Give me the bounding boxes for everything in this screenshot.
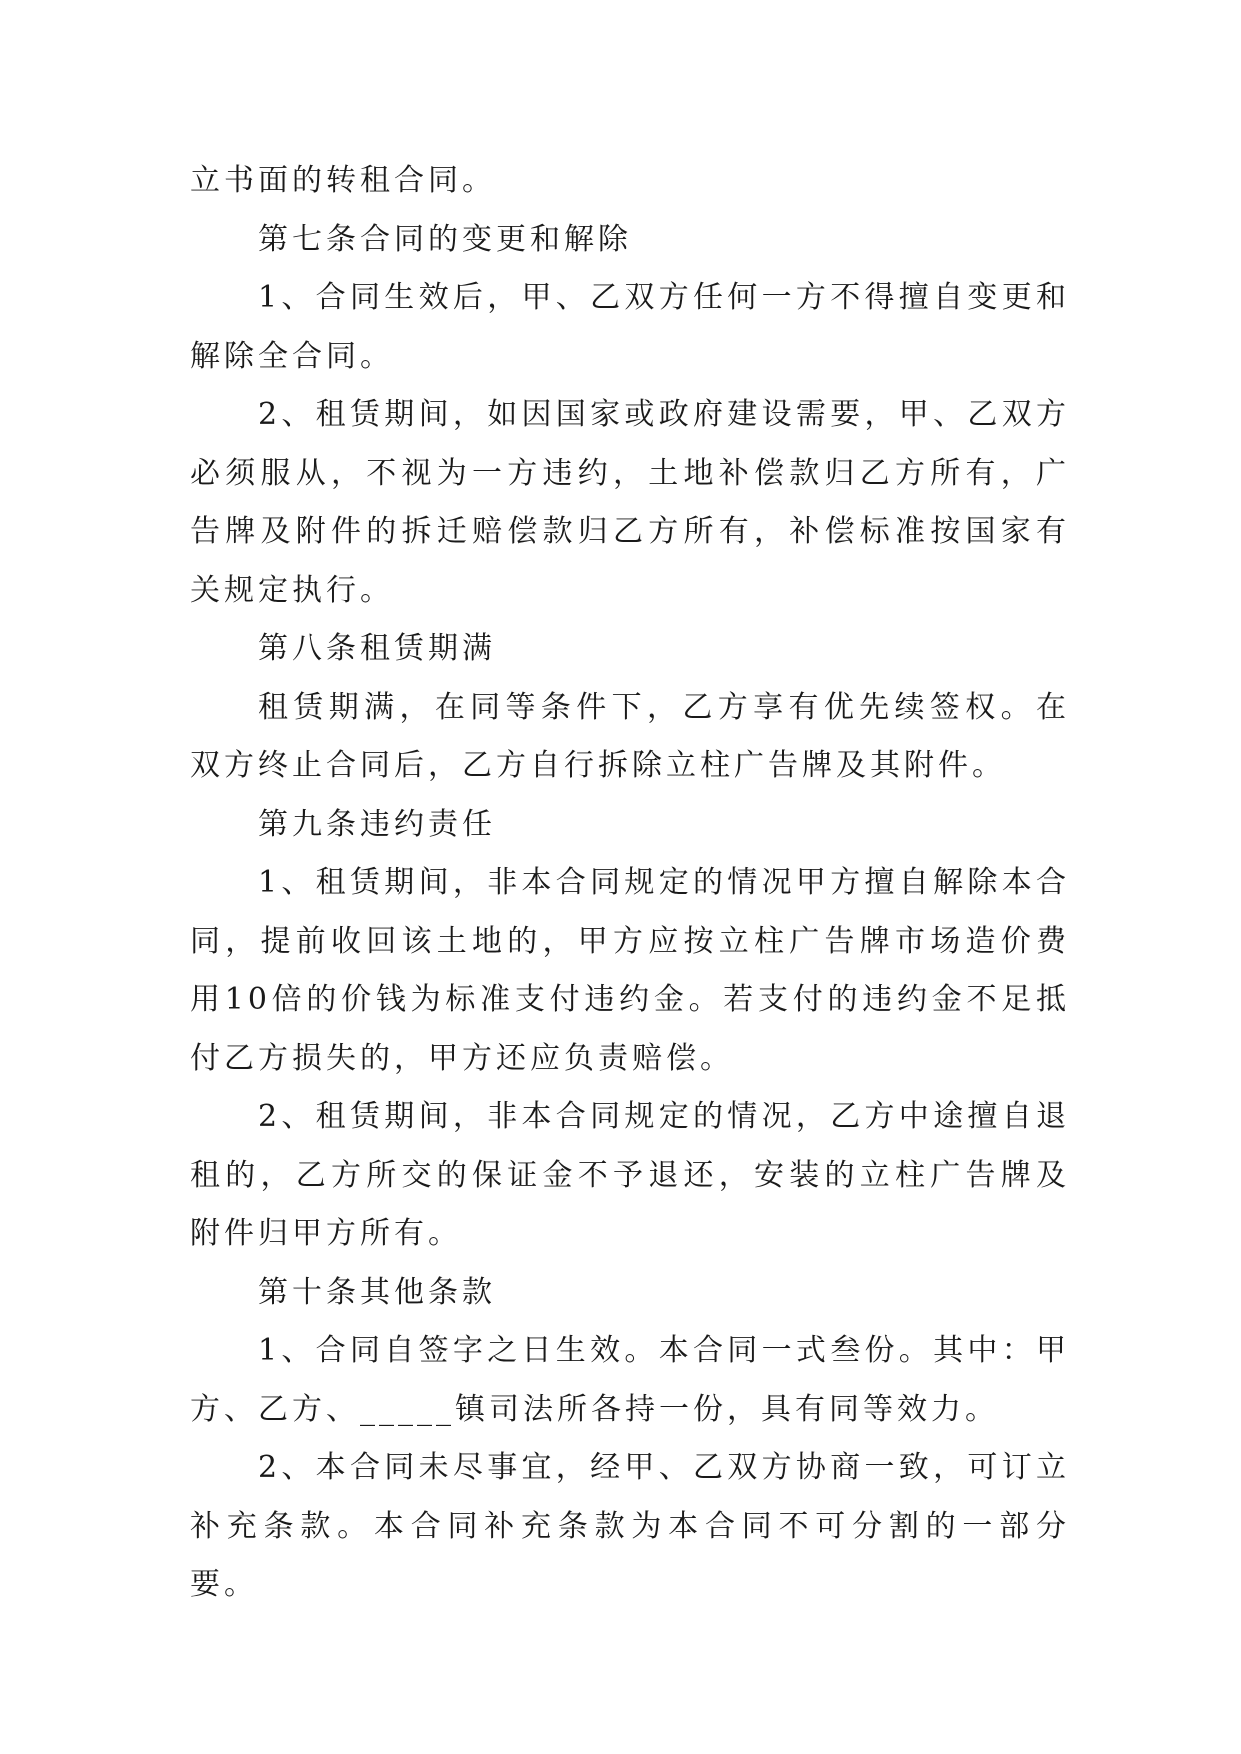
paragraph: 1、合同生效后，甲、乙双方任何一方不得擅自变更和解除全合同。 xyxy=(190,280,1070,374)
paragraph: 2、租赁期间，非本合同规定的情况，乙方中途擅自退租的，乙方所交的保证金不予退还，安装的立柱广告牌及附件归甲方所有。 xyxy=(190,1099,1070,1251)
paragraph: 1、租赁期间，非本合同规定的情况甲方擅自解除本合同，提前收回该土地的，甲方应按立柱广告牌市场造价费用10倍的价钱为标准支付违约金。若支付的违约金不足抵付乙方损失的，甲方还应负责赔偿。 xyxy=(190,865,1070,1076)
paragraph: 租赁期满，在同等条件下，乙方享有优先续签权。在双方终止合同后，乙方自行拆除立柱广告牌及其附件。 xyxy=(190,689,1070,783)
paragraph: 2、本合同未尽事宜，经甲、乙双方协商一致，可订立补充条款。本合同补充条款为本合同不可分割的一部分要。 xyxy=(190,1450,1070,1602)
section-heading: 第八条租赁期满 xyxy=(258,631,496,666)
paragraph: 立书面的转租合同。 xyxy=(190,163,496,198)
paragraph: 1、合同自签字之日生效。本合同一式叁份。其中：甲方、乙方、_____镇司法所各持一份，具有同等效力。 xyxy=(190,1333,1070,1427)
section-heading: 第九条违约责任 xyxy=(258,806,496,842)
section-heading: 第十条其他条款 xyxy=(258,1274,496,1310)
document-body xyxy=(190,152,1070,1615)
paragraph: 2、租赁期间，如因国家或政府建设需要，甲、乙双方必须服从，不视为一方违约，土地补偿款归乙方所有，广告牌及附件的拆迁赔偿款归乙方所有，补偿标准按国家有关规定执行。 xyxy=(190,397,1070,608)
section-heading: 第七条合同的变更和解除 xyxy=(258,221,632,257)
